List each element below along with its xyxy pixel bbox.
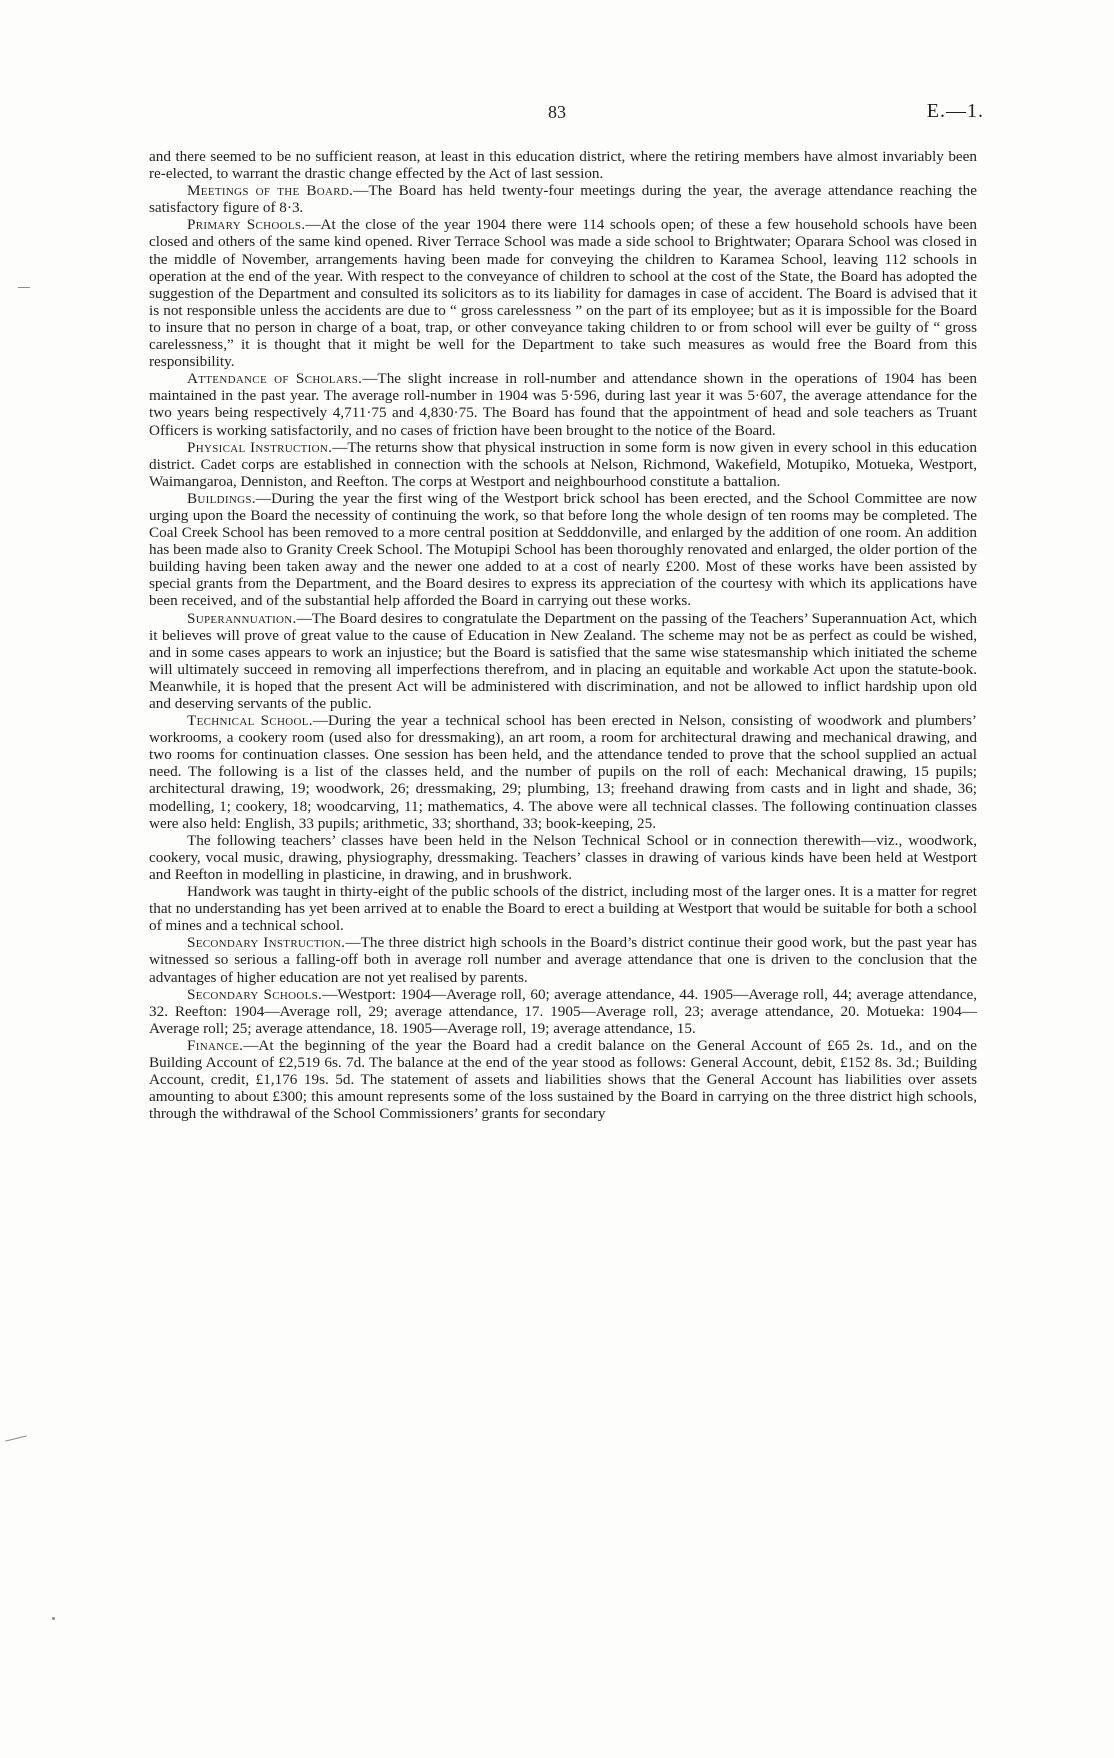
paragraph-heading: Secondary Instruction. <box>187 934 346 952</box>
series-reference: E.—1. <box>926 100 984 122</box>
paragraph-text: —During the year the first wing of the Westport brick school has been erected, and the School Committee are now urging upon the Board the necessity of continuing the work, so that before long the whole design of ten rooms may be completed. The Coal Creek School has been removed to a more central position at Sedddonville, and enlarged by the addition of one room. An addition has been made also to Granity Creek School. The Motupipi School has been thoroughly renovated and enlarged, the older portion of the building having been taken away and the newer one added to at a cost of nearly £200. Most of these works have been assisted by special grants from the Department, and the Board desires to express its appreciation of the courtesy with which its applications have been received, and of the substantial help afforded the Board in carrying out these works. <box>149 489 977 610</box>
paragraph-meetings <box>149 182 977 216</box>
paragraph-buildings <box>149 490 977 610</box>
paragraph-text: —At the close of the year 1904 there were 114 schools open; of these a few household schools have been closed and others of the same kind opened. River Terrace School was made a side school to Brightwater; Oparara School was closed in the middle of November, arrangements having been made for conveying the children to Karamea School, leaving 112 schools in operation at the end of the year. With respect to the conveyance of children to school at the cost of the State, the Board has adopted the suggestion of the Department and consulted its solicitors as to its liability for damages in case of accident. The Board is advised that it is not responsible unless the accidents are due to “ gross carelessness ” on the part of its employee; but as it is impossible for the Board to insure that no person in charge of a boat, trap, or other conveyance taking children to or from school will ever be guilty of “ gross carelessness,” it is thought that it might be well for the Department to take such measures as would free the Board from this responsibility. <box>149 216 977 371</box>
paragraph-text: —The Board desires to congratulate the Department on the passing of the Teachers’ Superannuation Act, which it believes will prove of great value to the cause of Education in New Zealand. The scheme may not be as perfect as could be wished, and in some cases appears to work an injustice; but the Board is satisfied that the same wise statesmanship which initiated the scheme will ultimately succeed in removing all imperfections therefrom, and in placing an equitable and workable Act upon the statute-book. Meanwhile, it is hoped that the present Act will be administered with discrimination, and not be allowed to inflict hardship upon old and deserving servants of the public. <box>149 609 977 712</box>
paragraph-primary-schools <box>149 216 977 370</box>
paragraph-heading: Technical School. <box>187 712 313 730</box>
paragraph-text: —The slight increase in roll-number and attendance shown in the operations of 1904 has been maintained in the past year. The average roll-number in 1904 was 5·596, during last year it was 5·607, the average attendance for the two years being respectively 4,711·75 and 4,830·75. The Board has found that the appointment of head and sole teachers as Truant Officers is working satisfactorily, and no cases of friction have been brought to the notice of the Board. <box>149 370 977 439</box>
paragraph-heading: Finance. <box>187 1036 244 1054</box>
paragraph-heading: Attendance of Scholars. <box>187 370 363 388</box>
paragraph-text: —At the beginning of the year the Board had a credit balance on the General Account of £65 2s. 1d., and on the Building Account of £2,519 6s. 7d. The balance at the end of the year stood as follows: General Account, debit, £152 8s. 3d.; Building Account, credit, £1,176 19s. 5d. The statement of assets and liabilities shows that the General Account has liabilities over assets amounting to about £300; this amount represents some of the loss sustained by the Board in carrying on the three district high schools, through the withdrawal of the School Commissioners’ grants for secondary <box>149 1036 977 1123</box>
paragraph-text: —Westport: 1904—Average roll, 60; average attendance, 44. 1905—Average roll, 44; average attendance, 32. Reefton: 1904—Average roll, 29; average attendance, 17. 1905—Average roll, 23; average attendance, 20. Motueka: 1904—Average roll; 25; average attendance, 18. 1905—Average roll, 19; average attendance, 15. <box>149 985 977 1037</box>
paragraph-heading: Physical Instruction. <box>187 438 333 456</box>
paragraph-physical-instruction <box>149 439 977 490</box>
body-text <box>149 148 977 1122</box>
paragraph-text: —The Board has held twenty-four meetings during the year, the average attendance reaching the satisfactory figure of 8·3. <box>149 182 977 217</box>
paragraph-attendance <box>149 370 977 438</box>
page-number: 83 <box>548 102 566 122</box>
paragraph-secondary-schools <box>149 986 977 1037</box>
paragraph-heading: Superannuation. <box>187 609 297 627</box>
scan-mark <box>52 1617 55 1620</box>
paragraph-heading: Buildings. <box>187 489 256 507</box>
paragraph-text: Handwork was taught in thirty-eight of the public schools of the district, including most of the larger ones. It is a matter for regret that no understanding has yet been arrived at to enable the Board to erect a building at Westport that would be suitable for both a school of mines and a technical school. <box>149 883 977 935</box>
paragraph-superannuation <box>149 610 977 713</box>
paragraph-handwork <box>149 883 977 934</box>
scan-mark <box>18 287 30 288</box>
paragraph-text: —The three district high schools in the Board’s district continue their good work, but the past year has witnessed so serious a falling-off both in average roll number and average attendance that one is driven to the conclusion that the advantages of higher education are not yet realised by parents. <box>149 934 977 986</box>
paragraph-text: and there seemed to be no sufficient reason, at least in this education district, where the retiring members have almost invariably been re-elected, to warrant the drastic change effected by the Act of last session. <box>149 148 977 183</box>
paragraph-heading: Secondary Schools. <box>187 985 323 1003</box>
paragraph-text: —During the year a technical school has been erected in Nelson, consisting of woodwork and plumbers’ workrooms, a cookery room (used also for dressmaking), an art room, a room for architectural drawing and mechanical drawing, and two rooms for continuation classes. One session has been held, and the attendance tended to prove that the school supplied an actual need. The following is a list of the classes held, and the number of pupils on the roll of each: Mechanical drawing, 15 pupils; architectural drawing, 19; woodwork, 26; dressmaking, 29; plumbing, 13; freehand drawing from casts and in light and shade, 36; modelling, 1; cookery, 18; woodcarving, 11; mathematics, 4. The above were all technical classes. The following continuation classes were also held: English, 33 pupils; arithmetic, 33; shorthand, 33; book-keeping, 25. <box>149 712 977 832</box>
paragraph-text: The following teachers’ classes have been held in the Nelson Technical School or in connection therewith—viz., woodwork, cookery, vocal music, drawing, physiography, dressmaking. Teachers’ classes in drawing of various kinds have been held at Westport and Reefton in modelling in plasticine, in drawing, and in brushwork. <box>149 831 977 883</box>
paragraph-heading: Primary Schools. <box>187 216 306 234</box>
paragraph-heading: Meetings of the Board. <box>187 182 354 200</box>
paragraph-secondary-instruction <box>149 934 977 985</box>
scan-mark <box>5 1435 27 1441</box>
paragraph-technical-school <box>149 712 977 832</box>
paragraph-finance <box>149 1037 977 1122</box>
paragraph-continuation <box>149 148 977 182</box>
paragraph-text: —The returns show that physical instruction in some form is now given in every school in this education district. Cadet corps are established in connection with the schools at Nelson, Richmond, Wakefield, Motupiko, Motueka, Westport, Waimangaroa, Denniston, and Reefton. The corps at Westport and neighbourhood constitute a battalion. <box>149 438 977 490</box>
paragraph-teachers-classes <box>149 832 977 883</box>
